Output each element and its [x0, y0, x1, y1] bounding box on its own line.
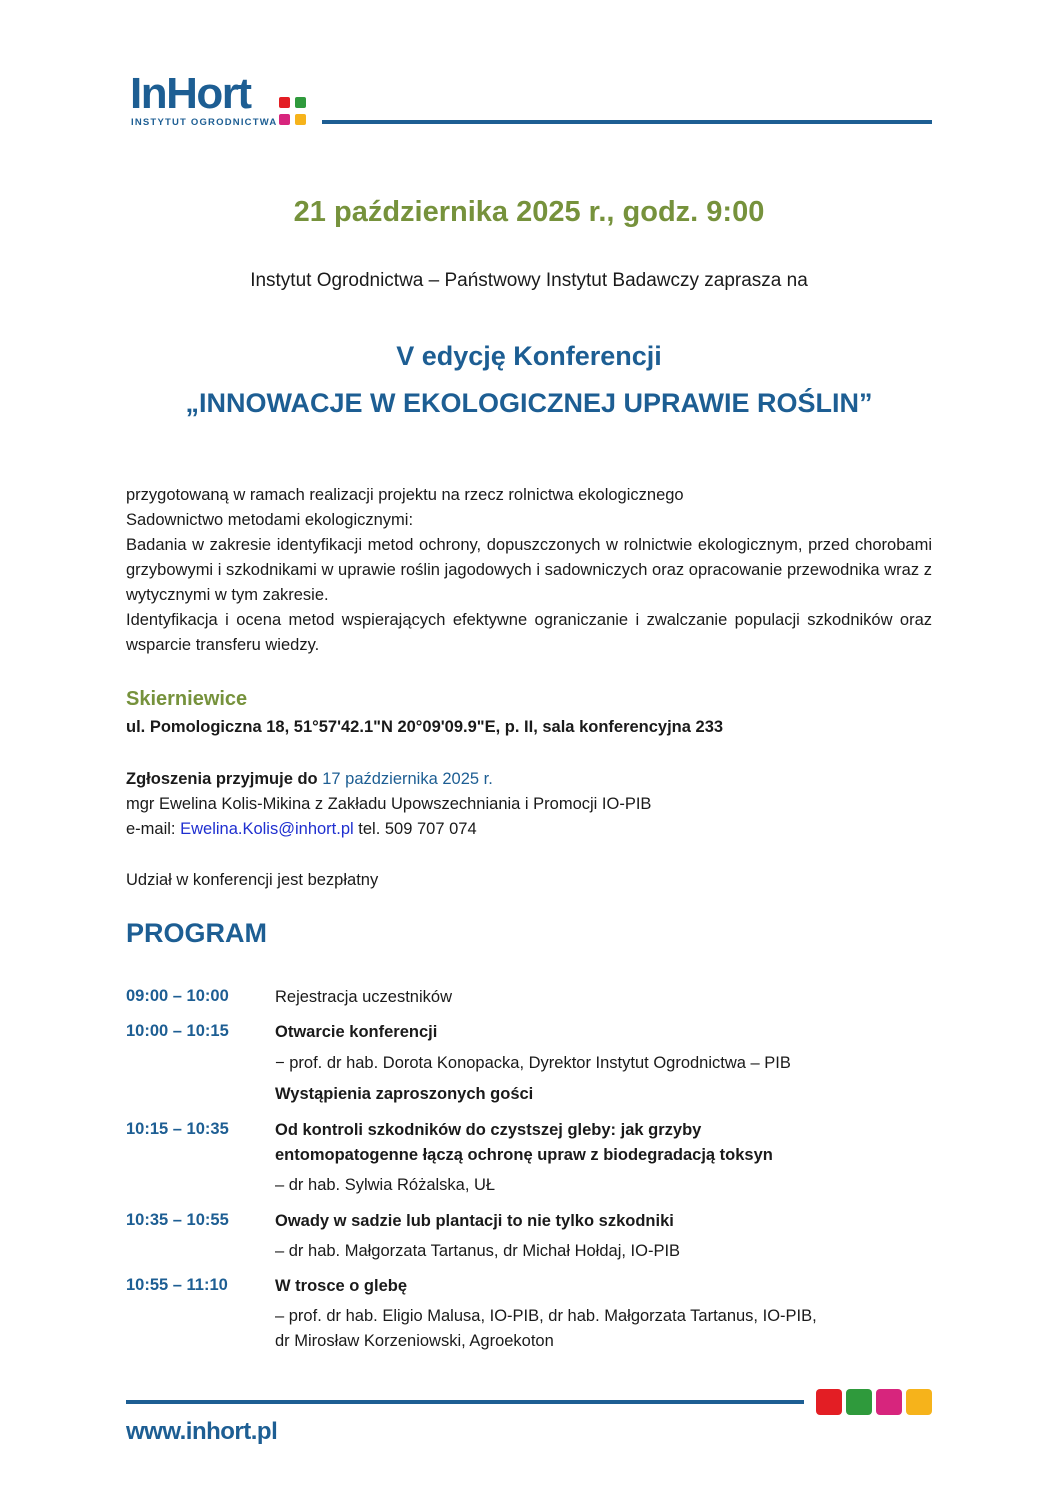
- footer-square-yellow: [906, 1389, 932, 1415]
- edition-title: V edycję Konferencji: [396, 341, 662, 371]
- program-speaker-line-1: – prof. dr hab. Eligio Malusa, IO-PIB, dr hab. Małgorzata Tartanus, IO-PIB,: [275, 1307, 817, 1325]
- program-time: 10:00 – 10:15: [126, 1022, 229, 1040]
- logo-subtitle: INSTYTUT OGRODNICTWA: [131, 117, 278, 128]
- logo-wordmark: InHort: [130, 69, 251, 118]
- program-title: Otwarcie konferencji: [275, 1023, 438, 1041]
- inhort-logo: [130, 69, 312, 130]
- program-extra: Wystąpienia zaproszonych gości: [275, 1085, 534, 1103]
- program-speaker: − prof. dr hab. Dorota Konopacka, Dyrektor Instytut Ogrodnictwa – PIB: [275, 1054, 791, 1072]
- header-divider: [322, 120, 932, 124]
- program-time: 09:00 – 10:00: [126, 987, 229, 1005]
- program-title: W trosce o glebę: [275, 1277, 408, 1295]
- footer-divider: [126, 1400, 804, 1404]
- logo-square-yellow: [295, 114, 306, 125]
- description-paragraph-2: Identyfikacja i ocena metod wspierających efektywne ograniczanie i zwalczanie populacji szkodników oraz wsparcie transferu wiedzy.: [126, 611, 932, 654]
- description-line-1: przygotowaną w ramach realizacji projektu na rzecz rolnictwa ekologicznego: [126, 486, 684, 504]
- program-time: 10:55 – 11:10: [126, 1276, 228, 1294]
- registration-contact: mgr Ewelina Kolis-Mikina z Zakładu Upowszechniania i Promocji IO-PIB: [126, 795, 652, 813]
- event-date-heading: 21 października 2025 r., godz. 9:00: [293, 196, 765, 228]
- logo-square-green: [295, 97, 306, 108]
- footer-square-red: [816, 1389, 842, 1415]
- footer-square-green: [846, 1389, 872, 1415]
- email-label: e-mail:: [126, 820, 181, 838]
- logo-square-magenta: [279, 114, 290, 125]
- free-participation-note: Udział w konferencji jest bezpłatny: [126, 871, 379, 889]
- registration-line: [126, 767, 493, 792]
- location-city: Skierniewice: [126, 688, 248, 710]
- program-speaker-line-2: dr Mirosław Korzeniowski, Agroekoton: [275, 1332, 554, 1350]
- description-paragraph-1: Badania w zakresie identyfikacji metod ochrony, dopuszczonych w rolnictwie ekologicznym, przed chorobami grzybowymi i szkodnikami w uprawie roślin jagodowych i sadowniczych oraz opracowanie przewodnika wraz z wytycznymi w tym zakresie.: [126, 536, 932, 604]
- footer-website-link[interactable]: www.inhort.pl: [126, 1418, 278, 1445]
- registration-deadline: 17 października 2025 r.: [322, 770, 493, 788]
- program-speaker: – dr hab. Małgorzata Tartanus, dr Michał Hołdaj, IO-PIB: [275, 1242, 681, 1260]
- program-title-line-1: Od kontroli szkodników do czystszej gleby: jak grzyby: [275, 1121, 702, 1139]
- contact-line: [126, 817, 477, 842]
- program-title-line-2: entomopatogenne łączą ochronę upraw z biodegradacją toksyn: [275, 1146, 773, 1164]
- program-title: Rejestracja uczestników: [275, 988, 452, 1006]
- logo-square-red: [279, 97, 290, 108]
- program-title: Owady w sadzie lub plantacji to nie tylko szkodniki: [275, 1212, 674, 1230]
- phone-number: tel. 509 707 074: [353, 820, 477, 838]
- registration-label: Zgłoszenia przyjmuje do: [126, 770, 323, 788]
- footer-square-magenta: [876, 1389, 902, 1415]
- program-time: 10:15 – 10:35: [126, 1120, 229, 1138]
- program-heading: PROGRAM: [126, 918, 267, 948]
- email-link[interactable]: Ewelina.Kolis@inhort.pl: [180, 820, 354, 838]
- project-description: [126, 483, 932, 658]
- conference-title: „INNOWACJE W EKOLOGICZNEJ UPRAWIE ROŚLIN”: [185, 388, 873, 418]
- location-address: ul. Pomologiczna 18, 51°57'42.1"N 20°09'09.9"E, p. II, sala konferencyjna 233: [126, 718, 724, 736]
- program-time: 10:35 – 10:55: [126, 1211, 229, 1229]
- invitation-line: Instytut Ogrodnictwa – Państwowy Instytut Badawczy zaprasza na: [250, 270, 808, 291]
- description-line-2: Sadownictwo metodami ekologicznymi:: [126, 511, 414, 529]
- program-speaker: – dr hab. Sylwia Różalska, UŁ: [275, 1176, 496, 1194]
